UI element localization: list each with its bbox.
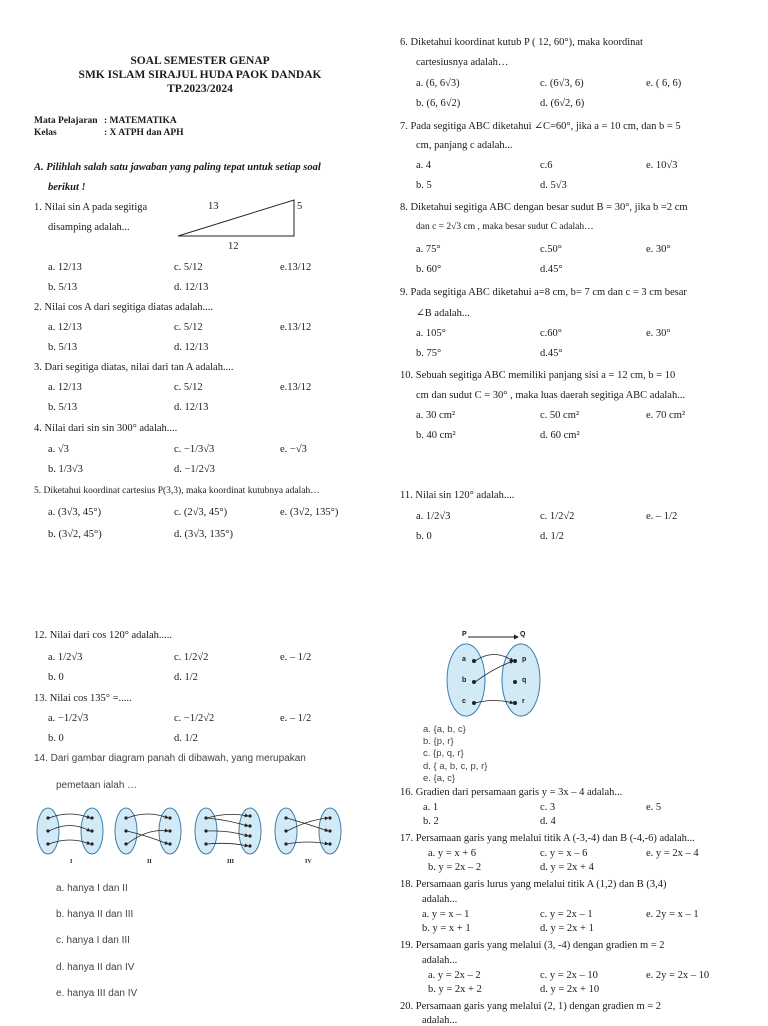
q19-option-c[interactable]: c. y = 2x – 10 (540, 970, 598, 981)
q12-option-a[interactable]: a. 1/2√3 (48, 652, 83, 663)
class-label: Kelas (34, 128, 57, 138)
q17-option-a[interactable]: a. y = x + 6 (428, 848, 477, 859)
q11-option-c[interactable]: c. 1/2√2 (540, 511, 575, 522)
q7-option-c[interactable]: c.6 (540, 160, 553, 171)
q11-option-e[interactable]: e. – 1/2 (646, 511, 678, 522)
arrow-diagrams-figure (34, 806, 364, 866)
p-item-a: a (462, 656, 466, 663)
q9-text-line-1: 9. Pada segitiga ABC diketahui a=8 cm, b= 7 cm dan c = 3 cm besar (400, 287, 687, 298)
q19-option-d[interactable]: d. y = 2x + 10 (540, 984, 600, 995)
q10-option-b[interactable]: b. 40 cm² (416, 430, 456, 441)
q7-option-a[interactable]: a. 4 (416, 160, 432, 171)
q13-option-d[interactable]: d. 1/2 (174, 733, 198, 744)
q19-option-b[interactable]: b. y = 2x + 2 (428, 984, 482, 995)
q5-option-a[interactable]: a. (3√3, 45°) (48, 507, 102, 518)
q4-option-b[interactable]: b. 1/3√3 (48, 464, 83, 475)
q2-option-c[interactable]: c. 5/12 (174, 322, 203, 333)
q16-option-d[interactable]: d. 4 (540, 816, 556, 827)
section-instruction-line-2: berikut ! (48, 182, 86, 193)
q-item-q: q (522, 677, 527, 684)
triangle-side-label: 5 (297, 201, 303, 212)
q-item-p: p (522, 656, 527, 663)
q4-option-a[interactable]: a. √3 (48, 444, 69, 455)
q17-text: 17. Persamaan garis yang melalui titik A (-3,-4) dan B (-4,-6) adalah... (400, 833, 695, 844)
diagram-label-3: III (227, 859, 235, 865)
q16-option-b[interactable]: b. 2 (423, 816, 439, 827)
q17-option-c[interactable]: c. y = x – 6 (540, 848, 588, 859)
q1-option-b[interactable]: b. 5/13 (48, 282, 78, 293)
q13-option-a[interactable]: a. −1/2√3 (48, 713, 89, 724)
q12-option-b[interactable]: b. 0 (48, 672, 64, 683)
q18-text-line-1: 18. Persamaan garis lurus yang melalui titik A (1,2) dan B (3,4) (400, 879, 667, 890)
q6-option-c[interactable]: c. (6√3, 6) (540, 78, 584, 89)
q8-option-c[interactable]: c.50° (540, 244, 562, 255)
q4-option-e[interactable]: e. −√3 (280, 444, 307, 455)
q7-text-line-1: 7. Pada segitiga ABC diketahui ∠C=60°, jika a = 10 cm, dan b = 5 (400, 121, 681, 132)
q2-option-b[interactable]: b. 5/13 (48, 342, 78, 353)
q3-option-c[interactable]: c. 5/12 (174, 382, 203, 393)
q4-option-d[interactable]: d. −1/2√3 (174, 464, 215, 475)
q14-option-c[interactable]: c. hanya I dan III (56, 935, 130, 946)
q3-text: 3. Dari segitiga diatas, nilai dari tan A adalah.... (34, 362, 234, 373)
q14-option-b[interactable]: b. hanya II dan III (56, 909, 134, 920)
q20-text-line-2: adalah... (422, 1015, 458, 1026)
diagram-label-1: I (70, 859, 73, 865)
header-line-3: TP.2023/2024 (167, 83, 233, 95)
q18-option-e[interactable]: e. 2y = x – 1 (646, 909, 699, 920)
q14-option-e[interactable]: e. hanya III dan IV (56, 988, 138, 999)
q16-option-c[interactable]: c. 3 (540, 802, 556, 813)
q19-text-line-1: 19. Persamaan garis yang melalui (3, -4) dengan gradien m = 2 (400, 940, 665, 951)
q1-option-a[interactable]: a. 12/13 (48, 262, 82, 273)
subject-label: Mata Pelajaran (34, 116, 98, 126)
q18-option-a[interactable]: a. y = x – 1 (422, 909, 470, 920)
q3-option-d[interactable]: d. 12/13 (174, 402, 209, 413)
q8-option-e[interactable]: e. 30° (646, 244, 671, 255)
q13-option-b[interactable]: b. 0 (48, 733, 64, 744)
subject-value: : MATEMATIKA (104, 116, 177, 126)
q3-option-b[interactable]: b. 5/13 (48, 402, 78, 413)
q10-option-a[interactable]: a. 30 cm² (416, 410, 456, 421)
q17-option-b[interactable]: b. y = 2x – 2 (428, 862, 482, 873)
q5-option-b[interactable]: b. (3√2, 45°) (48, 529, 102, 540)
p-item-b: b (462, 677, 467, 684)
q10-option-c[interactable]: c. 50 cm² (540, 410, 580, 421)
q15-option-b[interactable]: b. {p, r} (423, 736, 454, 747)
q18-option-d[interactable]: d. y = 2x + 1 (540, 923, 594, 934)
q10-text-line-1: 10. Sebuah segitiga ABC memiliki panjang sisi a = 12 cm, b = 10 (400, 370, 676, 381)
q19-text-line-2: adalah... (422, 955, 458, 966)
q13-option-c[interactable]: c. −1/2√2 (174, 713, 215, 724)
q2-option-d[interactable]: d. 12/13 (174, 342, 209, 353)
diagram-4 (275, 808, 341, 854)
q14-option-d[interactable]: d. hanya II dan IV (56, 962, 135, 973)
q11-text: 11. Nilai sin 120° adalah.... (400, 490, 515, 501)
q14-option-a[interactable]: a. hanya I dan II (56, 883, 128, 894)
q9-text-line-2: ∠B adalah... (416, 308, 470, 319)
q6-option-d[interactable]: d. (6√2, 6) (540, 98, 585, 109)
q5-option-e[interactable]: e. (3√2, 135°) (280, 507, 339, 518)
q4-option-c[interactable]: c. −1/3√3 (174, 444, 215, 455)
q9-option-d[interactable]: d.45° (540, 348, 563, 359)
q17-option-e[interactable]: e. y = 2x – 4 (646, 848, 699, 859)
right-triangle-figure (176, 198, 306, 238)
q9-option-b[interactable]: b. 75° (416, 348, 442, 359)
p-item-c: c (462, 698, 466, 705)
q2-option-a[interactable]: a. 12/13 (48, 322, 82, 333)
q10-text-line-2: cm dan sudut C = 30° , maka luas daerah segitiga ABC adalah... (416, 390, 686, 401)
q8-text-line-1: 8. Diketahui segitiga ABC dengan besar sudut B = 30°, jika b =2 cm (400, 202, 688, 213)
relation-diagram-figure (444, 640, 554, 730)
q13-text: 13. Nilai cos 135° =..... (34, 693, 132, 704)
q12-option-e[interactable]: e. – 1/2 (280, 652, 312, 663)
q2-text: 2. Nilai cos A dari segitiga diatas adalah.... (34, 302, 214, 313)
class-value: : X ATPH dan APH (104, 128, 184, 138)
q5-option-d[interactable]: d. (3√3, 135°) (174, 529, 233, 540)
q19-option-a[interactable]: a. y = 2x – 2 (428, 970, 481, 981)
q9-option-a[interactable]: a. 105° (416, 328, 446, 339)
q16-text: 16. Gradien dari persamaan garis y = 3x – 4 adalah... (400, 787, 623, 798)
q8-option-d[interactable]: d.45° (540, 264, 563, 275)
q6-option-b[interactable]: b. (6, 6√2) (416, 98, 461, 109)
header-line-1: SOAL SEMESTER GENAP (130, 55, 270, 67)
section-instruction-line-1: A. Pilihlah salah satu jawaban yang paling tepat untuk setiap soal (34, 162, 321, 173)
diagram-1 (37, 808, 103, 854)
q5-text: 5. Diketahui koordinat cartesius P(3,3), maka koordinat kutubnya adalah… (34, 486, 320, 496)
triangle-hypotenuse-label: 13 (208, 201, 219, 212)
q7-option-b[interactable]: b. 5 (416, 180, 432, 191)
q19-option-e[interactable]: e. 2y = 2x – 10 (646, 970, 710, 981)
q3-option-e[interactable]: e.13/12 (280, 382, 312, 393)
q3-option-a[interactable]: a. 12/13 (48, 382, 82, 393)
set-q-label: Q (520, 631, 526, 638)
q2-option-e[interactable]: e.13/12 (280, 322, 312, 333)
q11-option-a[interactable]: a. 1/2√3 (416, 511, 451, 522)
q18-text-line-2: adalah... (422, 894, 458, 905)
q7-text-line-2: cm, panjang c adalah... (416, 140, 513, 151)
q18-option-c[interactable]: c. y = 2x – 1 (540, 909, 593, 920)
q1-option-e[interactable]: e.13/12 (280, 262, 312, 273)
q1-option-c[interactable]: c. 5/12 (174, 262, 203, 273)
q15-option-d[interactable]: d. { a, b, c, p, r} (423, 761, 488, 772)
q10-option-e[interactable]: e. 70 cm² (646, 410, 686, 421)
diagram-label-2: II (147, 859, 152, 865)
q14-text-line-2: pemetaan ialah … (56, 780, 138, 791)
diagram-label-4: IV (305, 859, 312, 865)
diagram-3 (195, 808, 261, 854)
q8-text-line-2: dan c = 2√3 cm , maka besar sudut C adalah… (416, 222, 594, 232)
q12-option-d[interactable]: d. 1/2 (174, 672, 198, 683)
diagram-2 (115, 808, 181, 854)
q16-option-a[interactable]: a. 1 (423, 802, 439, 813)
q17-option-d[interactable]: d. y = 2x + 4 (540, 862, 594, 873)
set-p-label: P (462, 631, 467, 638)
q1-option-d[interactable]: d. 12/13 (174, 282, 209, 293)
q13-option-e[interactable]: e. – 1/2 (280, 713, 312, 724)
q11-option-b[interactable]: b. 0 (416, 531, 432, 542)
q7-option-d[interactable]: d. 5√3 (540, 180, 567, 191)
q6-option-e[interactable]: e. ( 6, 6) (646, 78, 682, 89)
q20-text-line-1: 20. Persamaan garis yang melalui (2, 1) dengan gradien m = 2 (400, 1001, 662, 1012)
q7-option-e[interactable]: e. 10√3 (646, 160, 678, 171)
q15-option-a[interactable]: a. {a, b, c} (423, 724, 466, 735)
q1-text-line-1: 1. Nilai sin A pada segitiga (34, 202, 148, 213)
q5-option-c[interactable]: c. (2√3, 45°) (174, 507, 228, 518)
q18-option-b[interactable]: b. y = x + 1 (422, 923, 471, 934)
q14-text-line-1: 14. Dari gambar diagram panah di dibawah, yang merupakan (34, 753, 306, 764)
q1-text-line-2: disamping adalah... (48, 222, 130, 233)
q6-text-line-2: cartesiusnya adalah… (416, 57, 509, 68)
q8-option-a[interactable]: a. 75° (416, 244, 441, 255)
q10-option-d[interactable]: d. 60 cm² (540, 430, 580, 441)
q6-option-a[interactable]: a. (6, 6√3) (416, 78, 460, 89)
header-line-2: SMK ISLAM SIRAJUL HUDA PAOK DANDAK (78, 69, 322, 81)
q12-option-c[interactable]: c. 1/2√2 (174, 652, 209, 663)
q11-option-d[interactable]: d. 1/2 (540, 531, 564, 542)
q4-text: 4. Nilai dari sin sin 300° adalah.... (34, 423, 178, 434)
q-item-r: r (522, 698, 525, 705)
q6-text-line-1: 6. Diketahui koordinat kutub P ( 12, 60°), maka koordinat (400, 37, 643, 48)
q15-option-e[interactable]: e. {a, c} (423, 773, 456, 784)
q15-option-c[interactable]: c. {p, q, r} (423, 748, 464, 759)
triangle-base-label: 12 (228, 241, 239, 252)
q9-option-e[interactable]: e. 30° (646, 328, 671, 339)
q16-option-e[interactable]: e. 5 (646, 802, 662, 813)
q12-text: 12. Nilai dari cos 120° adalah..... (34, 630, 173, 641)
q8-option-b[interactable]: b. 60° (416, 264, 442, 275)
q9-option-c[interactable]: c.60° (540, 328, 562, 339)
